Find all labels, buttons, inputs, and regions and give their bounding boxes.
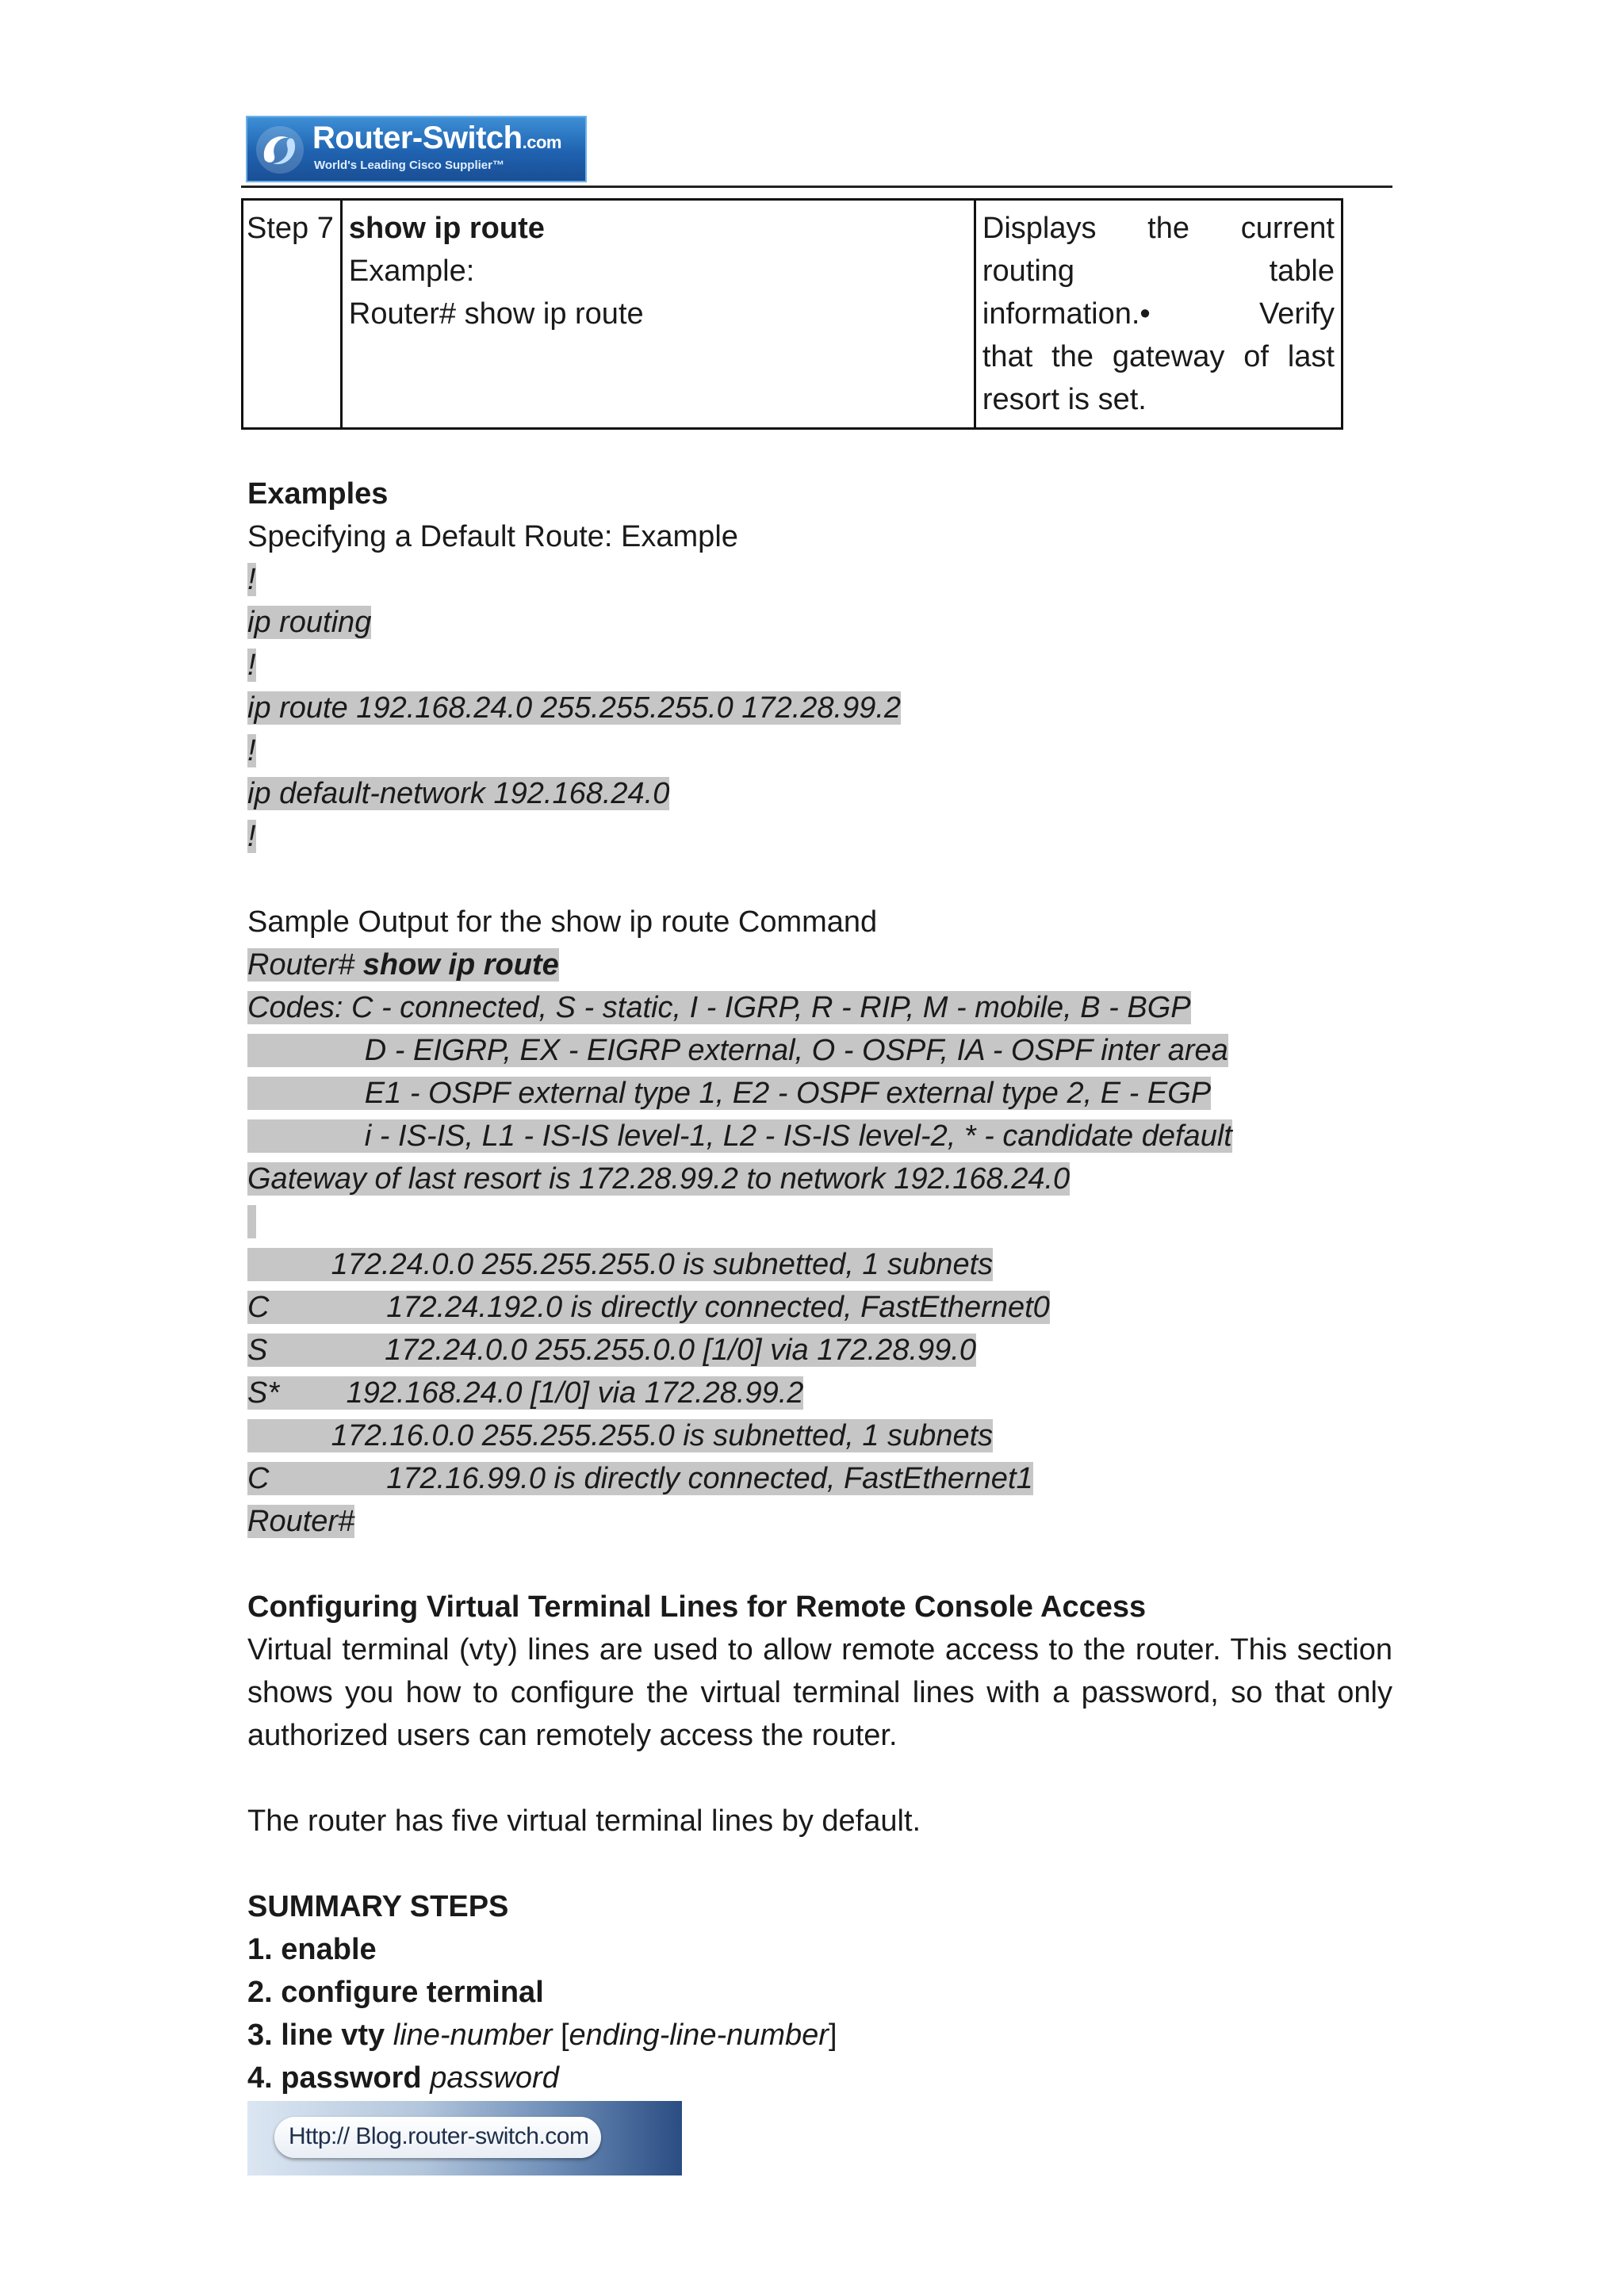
spacer: [247, 1757, 1392, 1800]
table-row: [243, 200, 1342, 429]
output-line: C 172.24.192.0 is directly connected, FastEthernet0: [247, 1291, 1050, 1324]
config-line: !: [247, 734, 256, 767]
description-line: that the gateway of last: [982, 340, 1335, 373]
command-name: show ip route: [348, 212, 545, 245]
config-line: !: [247, 820, 256, 853]
summary-heading: SUMMARY STEPS: [247, 1890, 509, 1923]
vty-note: The router has five virtual terminal lines by default.: [247, 1804, 921, 1838]
config-line: ip default-network 192.168.24.0: [247, 777, 670, 810]
output-line: Router#: [247, 1505, 355, 1538]
document-body: [247, 473, 1392, 2099]
summary-step: 4. password password: [247, 2061, 559, 2095]
step-number-cell: Step 7: [243, 200, 342, 429]
description-line: information.• Verify: [982, 297, 1335, 331]
config-line: !: [247, 649, 256, 682]
logo-wordmark: Router-Switch.com: [312, 121, 561, 155]
output-line: Codes: C - connected, S - static, I - IGRP, R - RIP, M - mobile, B - BGP: [247, 991, 1191, 1024]
output-prompt-line: Router# show ip route: [247, 948, 559, 982]
output-line: [247, 1200, 1392, 1243]
sample-output-heading: Sample Output for the show ip route Command: [247, 905, 878, 939]
spacer: [247, 1543, 1392, 1586]
spacer: [247, 1843, 1392, 1885]
examples-subheading: Specifying a Default Route: Example: [247, 520, 738, 553]
output-line: C 172.16.99.0 is directly connected, FastEthernet1: [247, 1462, 1033, 1495]
output-line: S 172.24.0.0 255.255.0.0 [1/0] via 172.28.99.0: [247, 1334, 976, 1367]
config-line: ip route 192.168.24.0 255.255.255.0 172.28.99.2: [247, 691, 902, 725]
swirl-logo-icon: [254, 124, 306, 176]
description-line: Displays the current: [982, 212, 1335, 245]
description-line: routing table: [982, 254, 1335, 288]
output-line: 172.16.0.0 255.255.255.0 is subnetted, 1 subnets: [247, 1419, 994, 1452]
description-cell: [975, 200, 1342, 429]
vty-paragraph: Virtual terminal (vty) lines are used to allow remote access to the router. This section shows you how to configure the virtual terminal lines with a password, so that only authorized users can remotely access the router.: [247, 1633, 1392, 1752]
router-switch-logo: [246, 116, 587, 182]
spacer: [247, 858, 1392, 901]
summary-step: 2. configure terminal: [247, 1976, 544, 2009]
output-line: D - EIGRP, EX - EIGRP external, O - OSPF, IA - OSPF inter area: [247, 1034, 1228, 1067]
output-line: E1 - OSPF external type 1, E2 - OSPF external type 2, E - EGP: [247, 1077, 1212, 1110]
header-divider: [241, 186, 1392, 188]
output-line: S* 192.168.24.0 [1/0] via 172.28.99.2: [247, 1376, 804, 1410]
examples-heading: Examples: [247, 477, 389, 511]
command-cell: [341, 200, 975, 429]
example-label: Example:: [348, 254, 475, 288]
config-line: ip routing: [247, 606, 372, 639]
output-line: 172.24.0.0 255.255.255.0 is subnetted, 1 subnets: [247, 1248, 994, 1281]
summary-step: 3. line vty line-number [ending-line-number]: [247, 2019, 837, 2052]
vty-heading: Configuring Virtual Terminal Lines for Remote Console Access: [247, 1590, 1147, 1624]
example-command: Router# show ip route: [348, 297, 644, 331]
step-table: [241, 198, 1343, 430]
summary-step: 1. enable: [247, 1933, 377, 1966]
banner-url: Http:// Blog.router-switch.com: [289, 2123, 589, 2149]
output-line: Gateway of last resort is 172.28.99.2 to network 192.168.24.0: [247, 1162, 1071, 1196]
output-line: i - IS-IS, L1 - IS-IS level-1, L2 - IS-IS level-2, * - candidate default: [247, 1119, 1232, 1153]
config-line: !: [247, 563, 256, 596]
logo-tagline: World's Leading Cisco Supplier™: [314, 159, 504, 172]
description-line: resort is set.: [982, 383, 1147, 416]
blog-banner: [247, 2101, 682, 2175]
